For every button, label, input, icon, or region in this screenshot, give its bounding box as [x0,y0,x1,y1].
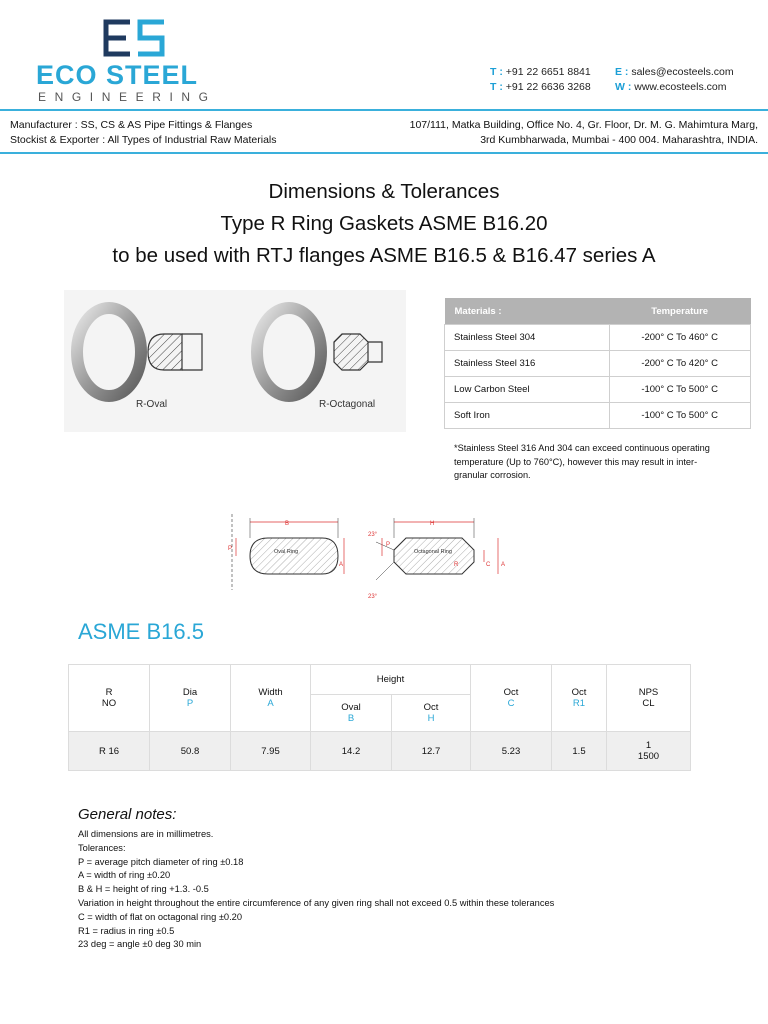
company-description [10,118,277,148]
octagonal-ring-section-icon [368,518,505,600]
note-line: 23 deg = angle ±0 deg 30 min [78,939,202,950]
cell-c: 5.23 [471,732,552,771]
table-row [445,325,751,351]
ring-gasket-image [64,290,406,432]
temperature-cell: -200° C To 420° C [610,351,751,377]
cell-oval: 14.2 [311,732,392,771]
dim-label-p: P [228,546,233,552]
web-link[interactable]: www.ecosteels.com [634,81,727,93]
phone-2[interactable]: +91 22 6636 3268 [505,81,591,93]
header-r: R [105,687,113,698]
company-logo [36,18,236,104]
header-b: B [347,713,355,724]
ring-label-octagonal: R-Octagonal [319,399,376,410]
cell-width: 7.95 [231,732,311,771]
table-row [69,732,691,771]
temperature-header: Temperature [610,298,751,325]
header-oct-h: Oct [423,702,439,713]
address-line-2: 3rd Kumbharwada, Mumbai - 400 004. Maharashtra, INDIA. [480,134,758,146]
cell-nps-cl [607,732,691,771]
title-line-2: Type R Ring Gaskets ASME B16.20 [220,212,548,235]
contact-info [490,65,760,95]
title-line-1: Dimensions & Tolerances [268,180,500,203]
material-cell: Soft Iron [445,403,610,429]
col-header-oct [392,695,471,732]
cell-nps: 1 [645,740,652,751]
col-header-dia [150,665,231,732]
web-label: W : [615,81,632,93]
email-label: E : [615,66,629,78]
material-cell: Stainless Steel 316 [445,351,610,377]
col-header-oval [311,695,392,732]
header-r1: R1 [572,698,586,709]
note-line: C = width of flat on octagonal ring ±0.20 [78,911,243,922]
logo-text: ECO STEEL [36,60,199,90]
note-line: P = average pitch diameter of ring ±0.18 [78,856,244,867]
col-header-oct-r1 [552,665,607,732]
dim-label-a-oval: A [339,562,344,568]
address-line-1: 107/111, Matka Building, Office No. 4, Gr. Floor, Dr. M. G. Mahimtura Marg, [409,119,758,131]
cell-dia: 50.8 [150,732,231,771]
table-row [445,403,751,429]
material-cell: Low Carbon Steel [445,377,610,403]
header-dia: Dia [182,687,198,698]
oval-ring-label: Oval Ring [274,549,299,555]
section-heading: ASME B16.5 [78,619,204,644]
octagonal-ring-label: Octagonal Ring [414,549,452,555]
header-divider-bottom [0,152,768,154]
table-row [445,377,751,403]
materials-header: Materials : [445,298,610,325]
cell-r-no: R 16 [69,732,150,771]
dimensions-table [68,664,691,771]
phone-1[interactable]: +91 22 6651 8841 [505,66,591,78]
header-width: Width [258,687,283,698]
header-c: C [507,698,515,709]
col-header-oct-c [471,665,552,732]
dim-label-h: H [430,521,435,527]
dim-label-a-oct: A [501,562,506,568]
note-line: A = width of ring ±0.20 [78,870,171,881]
col-header-nps [607,665,691,732]
temperature-cell: -200° C To 460° C [610,325,751,351]
dim-label-b: B [285,521,290,527]
oval-ring-section-icon [228,514,344,590]
header-oval: Oval [341,702,361,713]
material-cell: Stainless Steel 304 [445,325,610,351]
header-cl: CL [642,698,655,709]
note-line: All dimensions are in millimetres. [78,829,214,839]
note-line: Variation in height throughout the entire circumference of any given ring shall not exceed 0.5 within these tolerances [78,897,555,908]
header-a: A [267,698,274,709]
info-left-line-1: Manufacturer : SS, CS & AS Pipe Fittings & Flanges [10,119,253,131]
header-divider-top [0,109,768,111]
dim-label-r: R [454,562,459,568]
cell-cl: 1500 [637,751,660,762]
temperature-cell: -100° C To 500° C [610,377,751,403]
header-nps: NPS [638,687,659,698]
cell-oct: 12.7 [392,732,471,771]
general-notes-title: General notes: [78,806,177,823]
company-address [410,118,758,148]
temperature-cell: -100° C To 500° C [610,403,751,429]
table-row [445,351,751,377]
header-no: NO [101,698,117,709]
header-p: P [186,698,194,709]
dim-label-p-oct: P [386,542,391,548]
angle-label-bottom: 23° [368,594,378,600]
title-line-3: to be used with RTJ flanges ASME B16.5 & B16.47 series A [112,244,656,267]
note-line: B & H = height of ring +1.3. -0.5 [78,884,209,895]
note-line: Tolerances: [78,842,126,853]
col-header-r-no [69,665,150,732]
header-oct-r1: Oct [571,687,587,698]
logo-subtext: ENGINEERING [38,90,217,104]
col-header-height: Height [311,665,471,695]
general-notes-list [78,828,554,952]
angle-label-top: 23° [368,532,378,538]
phone-label-2: T : [490,81,503,93]
header-oct: Oct [503,687,519,698]
document-title [0,176,768,272]
ring-label-oval: R-Oval [136,399,168,410]
ring-dimension-diagram [222,510,522,602]
info-left-line-2: Stockist & Exporter : All Types of Industrial Raw Materials [10,134,277,146]
phone-label: T : [490,66,503,78]
note-line: R1 = radius in ring ±0.5 [78,925,175,936]
materials-table [444,298,751,429]
header-h: H [427,713,435,724]
col-header-width [231,665,311,732]
dim-label-c: C [486,562,491,568]
cell-r1: 1.5 [552,732,607,771]
materials-note: *Stainless Steel 316 And 304 can exceed continuous operating temperature (Up to 760°C), however this may result in inter-granular corrosion. [454,443,710,480]
logo-mark-icon [100,18,170,58]
email-link[interactable]: sales@ecosteels.com [631,66,734,78]
